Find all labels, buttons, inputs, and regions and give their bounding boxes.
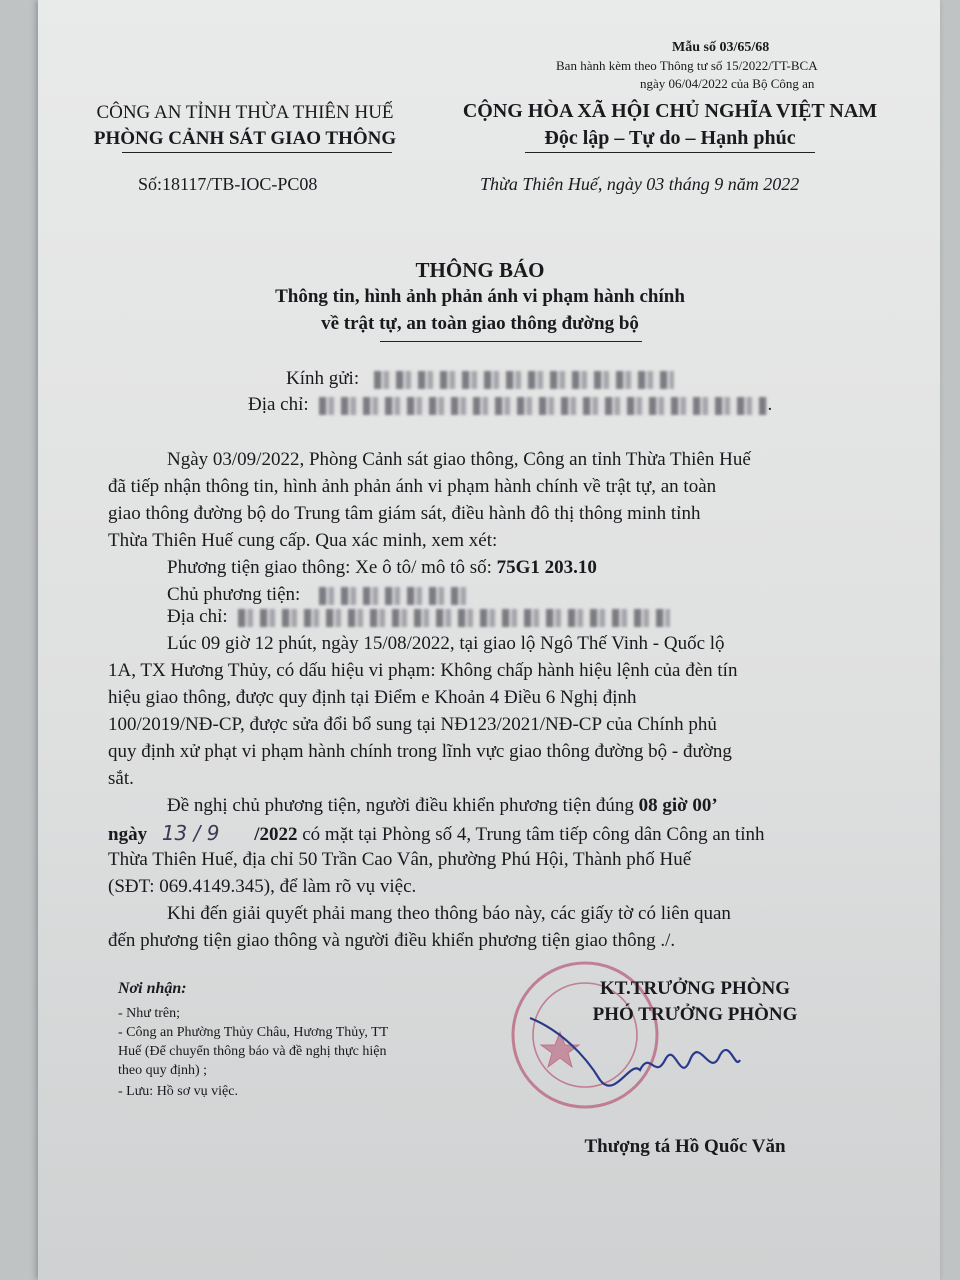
vehicle-plate: 75G1 203.10: [496, 557, 597, 578]
agency-underline: [122, 152, 392, 153]
request-line1: [167, 794, 718, 818]
recipient-address-line: [248, 393, 772, 417]
body-p1-line3: giao thông đường bộ do Trung tâm giám sát, điều hành đô thị thông minh tỉnh: [108, 503, 701, 524]
signer-name: Thượng tá Hồ Quốc Văn: [584, 1136, 786, 1157]
form-issued-line2: ngày 06/04/2022 của Bộ Công an: [640, 76, 815, 91]
request-line2-rest: có mặt tại Phòng số 4, Trung tâm tiếp công dân Công an tỉnh: [302, 824, 765, 845]
document-title: THÔNG BÁO: [415, 258, 545, 282]
request-line2: [108, 821, 765, 847]
body-p1-line4: Thừa Thiên Huế cung cấp. Qua xác minh, xem xét:: [108, 530, 498, 551]
body-p1-line2: đã tiếp nhận thông tin, hình ảnh phản ánh vi phạm hành chính về trật tự, an toàn: [108, 476, 717, 497]
document-subtitle-1: Thông tin, hình ảnh phản ánh vi phạm hành chính: [275, 286, 685, 307]
owner-line: [167, 583, 469, 607]
title-underline: [380, 341, 642, 342]
national-header: [440, 98, 900, 153]
handwritten-date: 13 / 9: [161, 821, 220, 845]
receiver-item-2-line1: - Công an Phường Thủy Châu, Hương Thủy, TT: [118, 1025, 389, 1040]
receiver-item-3: - Lưu: Hồ sơ vụ việc.: [118, 1084, 238, 1099]
signer-title-1: KT.TRƯỞNG PHÒNG: [600, 978, 790, 999]
receivers-title: Nơi nhận:: [118, 980, 187, 997]
nation-line1: CỘNG HÒA XÃ HỘI CHỦ NGHĨA VIỆT NAM: [462, 100, 878, 122]
owner-label: Chủ phương tiện:: [167, 584, 301, 605]
place-date: Thừa Thiên Huế, ngày 03 tháng 9 năm 2022: [480, 174, 800, 194]
request-line4: (SĐT: 069.4149.345), để làm rõ vụ việc.: [108, 876, 417, 897]
request-line3: Thừa Thiên Huế, địa chỉ 50 Trần Cao Vân, phường Phú Hội, Thành phố Huế: [108, 849, 692, 870]
request-day-label: ngày: [108, 824, 148, 845]
request-year: /2022: [254, 824, 298, 845]
nation-motto: Độc lập – Tự do – Hạnh phúc: [544, 127, 796, 149]
redacted-recipient-address: [319, 397, 767, 415]
form-issued-line1: Ban hành kèm theo Thông tư số 15/2022/TT-BCA: [556, 58, 818, 73]
owner-address-label: Địa chỉ:: [167, 606, 228, 627]
violation-line4: 100/2019/NĐ-CP, được sửa đổi bổ sung tại NĐ123/2021/NĐ-CP của Chính phủ: [108, 714, 717, 735]
agency-header: [60, 100, 430, 153]
violation-line1: Lúc 09 giờ 12 phút, ngày 15/08/2022, tại giao lộ Ngô Thế Vinh - Quốc lộ: [167, 633, 725, 654]
address-period: .: [767, 394, 773, 415]
violation-line5: quy định xử phạt vi phạm hành chính trong lĩnh vực giao thông đường bộ - đường: [108, 741, 732, 762]
request-text: Đề nghị chủ phương tiện, người điều khiển phương tiện đúng: [167, 795, 634, 816]
violation-line3: hiệu giao thông, được quy định tại Điểm e Khoản 4 Điều 6 Nghị định: [108, 687, 637, 708]
agency-line2: PHÒNG CẢNH SÁT GIAO THÔNG: [93, 128, 397, 149]
vehicle-line: [167, 556, 597, 580]
violation-line6: sắt.: [108, 768, 134, 789]
recipient-line: [286, 367, 674, 391]
receiver-item-2-line3: theo quy định) ;: [118, 1063, 208, 1078]
request-time: 08 giờ 00’: [638, 795, 718, 816]
owner-address-line: [167, 605, 670, 629]
document-subtitle-2: về trật tự, an toàn giao thông đường bộ: [321, 313, 639, 334]
redacted-owner-name: [319, 587, 469, 605]
vehicle-label: Phương tiện giao thông: Xe ô tô/ mô tô số:: [167, 557, 492, 578]
receiver-item-1: - Như trên;: [118, 1006, 181, 1021]
document-number: Số:18117/TB-IOC-PC08: [138, 174, 318, 194]
signer-title-2: PHÓ TRƯỞNG PHÒNG: [592, 1004, 798, 1025]
redacted-owner-address: [238, 609, 670, 627]
receiver-item-2-line2: Huế (Để chuyển thông báo và đề nghị thực hiện: [118, 1044, 387, 1059]
closing-line1: Khi đến giải quyết phải mang theo thông báo này, các giấy tờ có liên quan: [167, 903, 731, 924]
body-p1-line1: Ngày 03/09/2022, Phòng Cảnh sát giao thông, Công an tỉnh Thừa Thiên Huế: [167, 449, 751, 470]
redacted-recipient-name: [374, 371, 674, 389]
agency-line1: CÔNG AN TỈNH THỪA THIÊN HUẾ: [96, 102, 394, 123]
motto-underline: [525, 152, 815, 153]
recipient-label: Kính gửi:: [286, 368, 360, 389]
form-number: Mẫu số 03/65/68: [672, 40, 770, 55]
closing-line2: đến phương tiện giao thông và người điều khiển phương tiện giao thông ./.: [108, 930, 676, 951]
recipient-address-label: Địa chỉ:: [248, 394, 309, 415]
violation-line2: 1A, TX Hương Thủy, có dấu hiệu vi phạm: Không chấp hành hiệu lệnh của đèn tín: [108, 660, 738, 681]
